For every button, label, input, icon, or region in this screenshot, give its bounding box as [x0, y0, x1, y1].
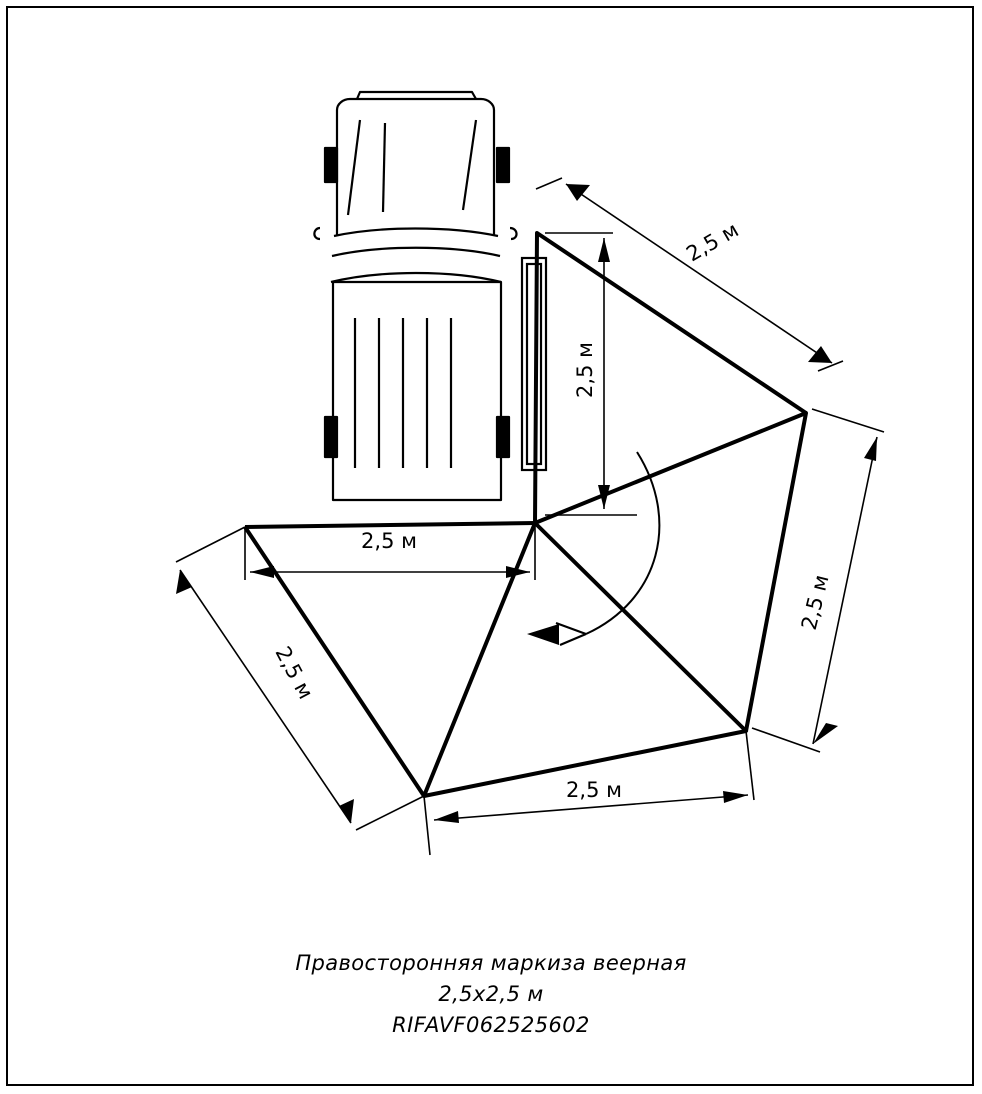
dimension-lines: [176, 178, 884, 855]
dimension-label-vertical-from-hinge: 2,5 м: [573, 342, 597, 398]
fan-awning-panels: [245, 233, 806, 796]
caption-line-article-code: RIFAVF062525602: [392, 1013, 590, 1037]
dimension-label-bottom-horizontal: 2,5 м: [566, 778, 622, 802]
dimension-label-left-lower-diagonal: 2,5 м: [270, 642, 318, 704]
caption-line-product-name: Правосторонняя маркиза веерная: [295, 951, 687, 975]
dimension-label-top-right-diagonal: 2,5 м: [682, 217, 743, 267]
caption-line-size: 2,5х2,5 м: [438, 982, 544, 1006]
van-top-view: [314, 92, 516, 500]
dimension-label-top-left-horizontal: 2,5 м: [361, 529, 417, 553]
drawing-caption: [0, 948, 982, 1041]
dimension-label-right-lower-diagonal: 2,5 м: [796, 572, 834, 633]
